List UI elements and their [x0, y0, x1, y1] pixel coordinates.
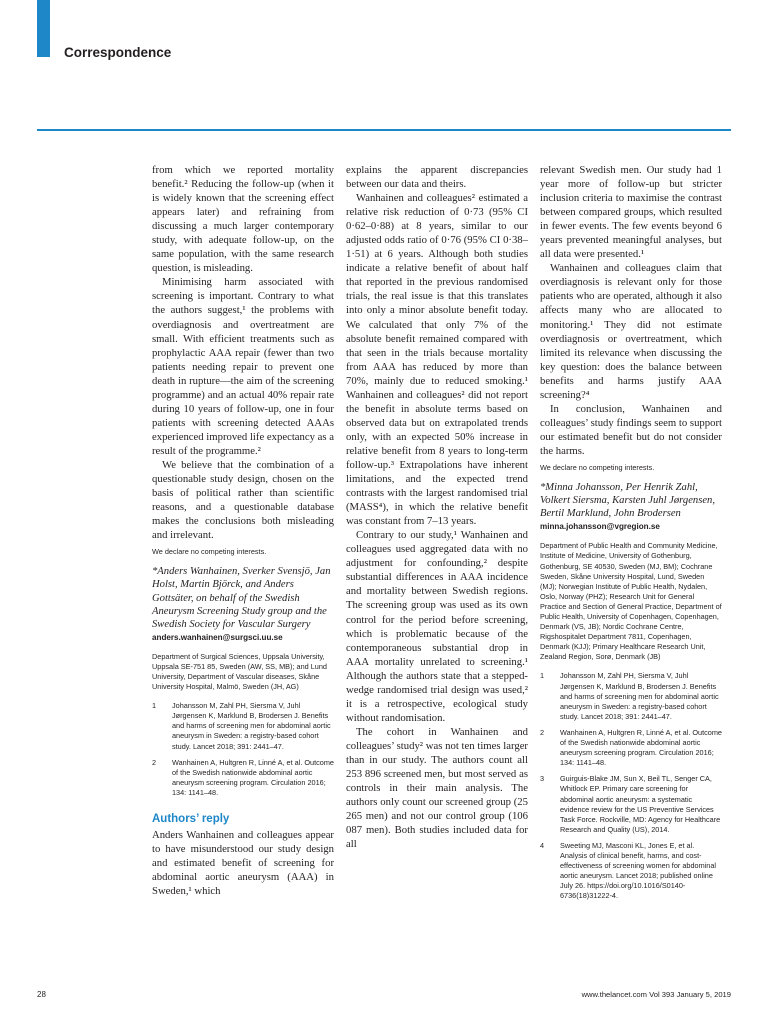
header-divider — [37, 129, 731, 131]
journal-citation: www.thelancet.com Vol 393 January 5, 2019 — [581, 990, 731, 999]
body-paragraph: In conclusion, Wanhainen and colleagues’ study findings seem to support our estimated benefit but do not consider the harms. — [540, 402, 722, 457]
section-title: Correspondence — [64, 45, 172, 60]
body-paragraph: relevant Swedish men. Our study had 1 year more of follow-up but stricter inclusion criteria to maximise the contrast between compared groups, which resulted in fewer events. The few events beyond 6 years prevented meaningful analyses, but all data were presented.¹ — [540, 164, 722, 261]
reference-number: 2 — [152, 757, 157, 767]
body-paragraph: The cohort in Wanhainen and colleagues’ study² was not ten times larger than in our study. The authors count all 253 896 screened men, but most served as controls in their main analysis. The authors only count our screened group (25 265 men) and not our control group (106 087 men). Both studies included data for all — [346, 725, 528, 851]
reference-text: Wanhainen A, Hultgren R, Linné A, et al. Outcome of the Swedish nationwide abdominal aortic aneurysm screening program. Circulation 2016; 134: 1141–48. — [172, 757, 334, 797]
reference-list — [152, 701, 334, 798]
body-paragraph: Wanhainen and colleagues² estimated a relative risk reduction of 0·73 (95% CI 0·62–0·88) at 8 years, similar to our adjusted odds ratio of 0·76 (95% CI 0·38–1·51) at 6 years. Although both studies indicate a relative benefit of about half that reported in the previous randomised trials, the real issue is that this translates into only a minor absolute benefit today. We calculated that only 7% of the absolute benefit remained compared with that seen in the trials because mortality from AAA has reduced by more than 70%, mainly due to reduced smoking.¹ Wanhainen and colleagues² did not report the benefit in absolute terms based on observed data but on extrapolated trends only, with an expected 50% increase in relative benefit from 8 years to long-term follow-up.³ Extrapolations have inherent limitations, and the expected trend contrasts with the largest randomised trial (MASS⁴), in which the relative benefit was constant from 7–13 years. — [346, 192, 528, 528]
reference-item — [540, 671, 722, 721]
corresponding-email[interactable]: minna.johansson@vgregion.se — [540, 522, 660, 532]
body-paragraph: Wanhainen and colleagues claim that overdiagnosis is relevant only for those patients who are operated, although it also affects many who are allocated to monitoring.¹ They did not estimate overdiagnosis or overtreatment, which limited its relevance when discussing the key question: does the balance between benefits and harms justify AAA screening?⁴ — [540, 262, 722, 401]
reference-number: 3 — [540, 774, 545, 784]
page-number: 28 — [37, 990, 46, 999]
reference-text: Wanhainen A, Hultgren R, Linné A, et al. Outcome of the Swedish nationwide abdominal aortic aneurysm screening program. Circulation 2016; 134: 1141–48. — [560, 727, 722, 768]
reference-list — [540, 671, 722, 901]
reference-number: 2 — [540, 727, 545, 737]
reference-text: Johansson M, Zahl PH, Siersma V, Juhl Jørgensen K, Marklund B, Brodersen J. Benefits and harms of screening men for abdominal aortic aneurysm in Sweden: a registry-based cohort study. Lancet 2018; 391: 2441–47. — [172, 701, 331, 751]
affiliations: Department of Surgical Sciences, Uppsala University, Uppsala SE-751 85, Sweden (AW, SS, MB); and Lund University, Department of Vascular diseases, Skåne University Hospital, Malmö, Sweden (JH, AG) — [152, 651, 327, 692]
corresponding-email[interactable]: anders.wanhainen@surgsci.uu.se — [152, 632, 283, 642]
column-1 — [152, 163, 334, 898]
reference-item — [540, 841, 722, 902]
reference-number: 1 — [540, 671, 545, 681]
reference-item — [540, 774, 722, 835]
reference-text: Johansson M, Zahl PH, Siersma V, Juhl Jørgensen K, Marklund B, Brodersen J. Benefits and harms of screening men for abdominal aortic aneurysm in Sweden: a registry-based cohort study. Lancet 2018; 391: 2441–47. — [560, 671, 719, 721]
body-paragraph: from which we reported mortality benefit.² Reducing the follow-up (when it is widely known that the screening effect appears later) and refraining from discussing a much larger contemporary study, with adequate follow-up, on the same population, with the same research question, is misleading. — [152, 164, 334, 275]
affiliations: Department of Public Health and Community Medicine, Institute of Medicine, University of Gothenburg, Gothenburg, SE 40530, Sweden (MJ, BM); Cochrane Sweden, Skåne University Hospital, Lund, Sweden (MJ); Norwegian Institute of Public Health, Nydalen, Oslo, Norway (PHZ); Research Unit for General Practice and Section of General Practice, Department of Public Health, University of Copenhagen, Copenhagen, Denmark (VS, JB); Nordic Cochrane Centre, Rigshospitalet Department 7811, Copenhagen, Denmark (KJJ); Primary Healthcare Research Unit, Zealand Region, Sorø, Denmark (JB) — [540, 541, 722, 662]
body-paragraph: Contrary to our study,¹ Wanhainen and colleagues used aggregated data with no adjustment for confounding,² despite substantial differences in AAA incidence and mortality between Swedish regions. The screening group was used as its own control for the period before screening, which is problematic because of the contemporaneous substantial drop in AAA mortality unrelated to screening.¹ Although the authors state that a stepped-wedge randomised trial design was used,² it is a retrospective, ecological study without randomisation. — [346, 529, 528, 724]
reference-item — [152, 758, 334, 798]
body-paragraph: Minimising harm associated with screening is important. Contrary to what the authors suggest,¹ the problems with overdiagnosis and overtreatment are small. With efficient treatments such as prophylactic AAA repair (fewer than two patients needing repair to prevent one death in rupture—the aim of the screening programme) and an actual 40% repair rate during 10 years of follow-up, one in four patients with screening detected AAAs experienced improved life expectancy as a result of the programme.² — [152, 276, 334, 457]
body-paragraph: explains the apparent discrepancies between our data and theirs. — [346, 164, 528, 191]
author-list: *Minna Johansson, Per Henrik Zahl, Volkert Siersma, Karsten Juhl Jørgensen, Bertil Marklund, John Brodersen — [540, 482, 715, 520]
author-list: *Anders Wanhainen, Sverker Svensjö, Jan Holst, Martin Björck, and Anders Gottsäter, on behalf of the Swedish Aneurysm Screening Study group and the Swedish Society for Vascular Surgery — [152, 566, 331, 630]
reference-item — [540, 728, 722, 768]
reply-heading: Authors’ reply — [152, 813, 230, 826]
column-3 — [540, 163, 722, 907]
reference-text: Guirguis-Blake JM, Sun X, Beil TL, Senger CA, Whitlock EP. Primary care screening for abdominal aortic aneurysm: a systematic evidence review for the US Preventive Services Task Force. Rockville, MD: Agency for Healthcare Research and Quality (US), 2014. — [560, 774, 721, 834]
reference-number: 4 — [540, 840, 545, 850]
column-2 — [346, 163, 528, 851]
body-paragraph: We believe that the combination of a questionable study design, chosen on the basis of political rather than scientific reasons, and a questionable database makes the conclusions both misleading and irrelevant. — [152, 458, 334, 542]
competing-interests: We declare no competing interests. — [152, 547, 267, 557]
section-accent-bar — [37, 0, 50, 57]
competing-interests: We declare no competing interests. — [540, 462, 655, 472]
reference-item — [152, 701, 334, 751]
body-paragraph: Anders Wanhainen and colleagues appear to have misunderstood our study design and estimated benefit of screening for abdominal aortic aneurysm (AAA) in Sweden,¹ which — [152, 829, 334, 898]
reference-number: 1 — [152, 701, 157, 711]
reference-text: Sweeting MJ, Masconi KL, Jones E, et al. Analysis of clinical benefit, harms, and cost-effectiveness of screening women for abdominal aortic aneurysm. Lancet 2018; published online July 26. https://doi.org/10.1016/S0140-6736(18)31222-4. — [560, 840, 717, 901]
